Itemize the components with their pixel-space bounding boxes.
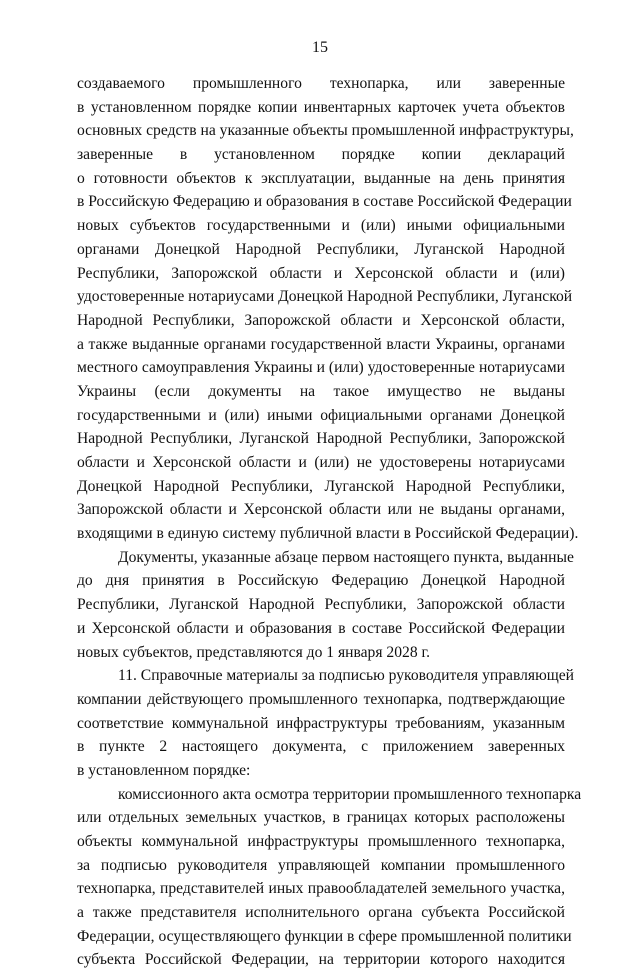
text-line: комиссионного акта осмотра территории промышленного технопарка [118,785,582,803]
text-line: Республики, Запорожской области и Херсонской области и (или) [77,264,565,282]
text-line: субъекта Российской Федерации, на территории которого находится [77,951,565,969]
text-line: в установленном порядке копии инвентарных карточек учета объектов [77,98,565,116]
text-line: Донецкой Народной Республики, Луганской Народной Республики, [77,477,565,495]
text-line: а также выданные органами государственной власти Украины, органами [77,335,565,353]
text-line: заверенные в установленном порядке копии деклараций [77,146,565,164]
document-body [77,72,582,972]
page-number: 15 [312,39,328,56]
text-line: новых субъектов государственными и (или) иными официальными [77,217,565,235]
text-line: местного самоуправления Украины и (или) удостоверенные нотариусами [77,359,565,377]
text-line: основных средств на указанные объекты промышленной инфраструктуры, [77,122,574,140]
text-line: в пункте 2 настоящего документа, с приложением заверенных [77,738,565,756]
text-line: Запорожской области и Херсонской области или не выданы органами, [77,501,565,519]
text-line: Республики, Луганской Народной Республики, Запорожской области [77,596,565,614]
text-line: в установленном порядке: [77,761,251,779]
text-line: соответствие коммунальной инфраструктуры требованиям, указанным [77,714,565,732]
text-line: 11. Справочные материалы за подписью руководителя управляющей [118,667,574,685]
text-line: государственными и (или) иными официальными органами Донецкой [77,406,565,424]
text-line: объекты коммунальной инфраструктуры промышленного технопарка, [77,833,565,850]
text-line: и Херсонской области и образования в составе Российской Федерации [77,619,565,637]
text-line: Украины (если документы на такое имущество не выданы [77,382,565,400]
text-line: создаваемого промышленного технопарка, или заверенные [77,75,565,92]
text-line: новых субъектов, представляются до 1 января 2028 г. [77,643,431,661]
text-line: Федерации, осуществляющего функции в сфере промышленной политики [77,927,572,945]
text-line: входящими в единую систему публичной власти в Российской Федерации). [77,525,579,543]
text-line: компании действующего промышленного технопарка, подтверждающие [77,690,565,708]
text-line: технопарка, представителей иных правообладателей земельного участка, [77,880,565,898]
text-line: в Российскую Федерацию и образования в составе Российской Федерации [77,193,572,211]
text-line: Документы, указанные абзаце первом настоящего пункта, выданные [118,548,574,566]
text-line: о готовности объектов к эксплуатации, выданные на день принятия [77,169,565,187]
text-line: или отдельных земельных участков, в границах которых расположены [77,809,565,827]
text-line: области и Херсонской области и (или) не удостоверены нотариусами [77,454,565,471]
text-line: до дня принятия в Российскую Федерацию Донецкой Народной [77,572,565,590]
text-line: а также представителя исполнительного органа субъекта Российской [77,904,565,922]
text-line: органами Донецкой Народной Республики, Луганской Народной [77,240,565,258]
text-line: за подписью руководителя управляющей компании промышленного [77,856,565,874]
text-line: Народной Республики, Запорожской области и Херсонской области, [77,311,565,329]
text-line: удостоверенные нотариусами Донецкой Народной Республики, Луганской [77,288,573,306]
text-line: Народной Республики, Луганской Народной Республики, Запорожской [77,430,565,448]
